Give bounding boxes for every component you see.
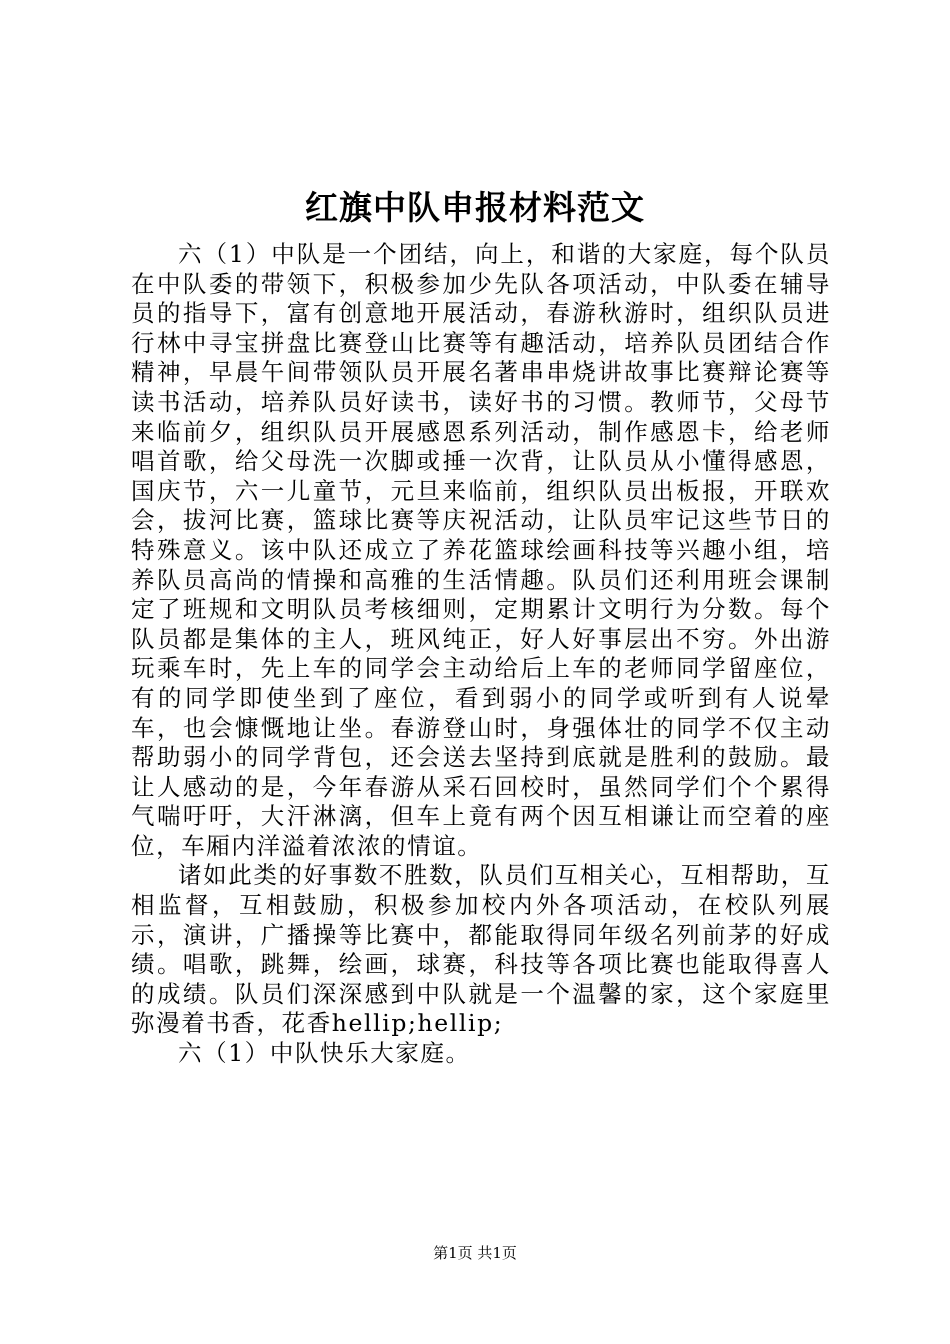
paragraph-2: 诸如此类的好事数不胜数，队员们互相关心，互相帮助，互相监督，互相鼓励，积极参加校内外各项活动，在校队列展示，演讲，广播操等比赛中，都能取得同年级名列前茅的好成绩。唱歌，跳舞，绘画，球赛，科技等各项比赛也能取得喜人的成绩。队员们深深感到中队就是一个温馨的家，这个家庭里弥漫着书香，花香hellip;hellip; <box>131 861 831 1038</box>
page-footer: 第1页 共1页 <box>433 1244 517 1262</box>
paragraph-1: 六（1）中队是一个团结，向上，和谐的大家庭，每个队员在中队委的带领下，积极参加少先队各项活动，中队委在辅导员的指导下，富有创意地开展活动，春游秋游时，组织队员进行林中寻宝拼盘比赛登山比赛等有趣活动，培养队员团结合作精神，早晨午间带领队员开展名著串串烧讲故事比赛辩论赛等读书活动，培养队员好读书，读好书的习惯。教师节，父母节来临前夕，组织队员开展感恩系列活动，制作感恩卡，给老师唱首歌，给父母洗一次脚或捶一次背，让队员从小懂得感恩，国庆节，六一儿童节，元旦来临前，组织队员出板报，开联欢会，拔河比赛，篮球比赛等庆祝活动，让队员牢记这些节日的特殊意义。该中队还成立了养花篮球绘画科技等兴趣小组，培养队员高尚的情操和高雅的生活情趣。队员们还利用班会课制定了班规和文明队员考核细则，定期累计文明行为分数。每个队员都是集体的主人，班风纯正，好人好事层出不穷。外出游玩乘车时，先上车的同学会主动给后上车的老师同学留座位，有的同学即使坐到了座位，看到弱小的同学或听到有人说晕车，也会慷慨地让坐。春游登山时，身强体壮的同学不仅主动帮助弱小的同学背包，还会送去坚持到底就是胜利的鼓励。最让人感动的是，今年春游从采石回校时，虽然同学们个个累得气喘吁吁，大汗淋漓，但车上竟有两个因互相谦让而空着的座位，车厢内洋溢着浓浓的情谊。 <box>131 240 831 860</box>
document-body <box>131 240 831 1069</box>
paragraph-3: 六（1）中队快乐大家庭。 <box>178 1039 471 1068</box>
document-title: 红旗中队申报材料范文 <box>305 188 645 227</box>
